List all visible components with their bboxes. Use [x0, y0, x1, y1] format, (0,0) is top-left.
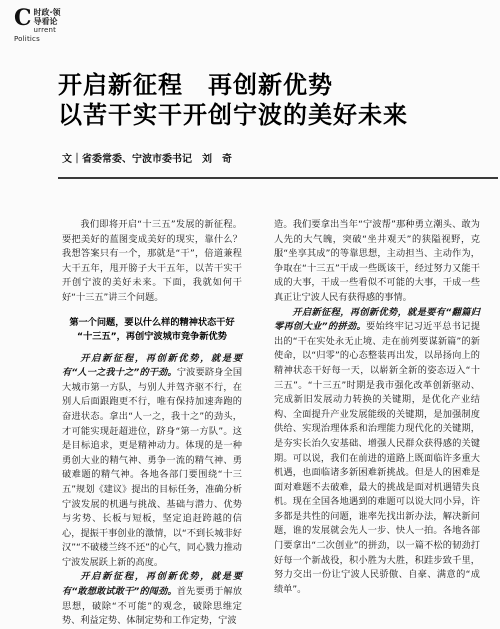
left-column: [62, 218, 242, 629]
section-name-en: urrent Politics: [14, 26, 57, 43]
section-name-cn: 时政·领导看论: [33, 8, 61, 26]
paragraph-lead: 开启新征程，再创新优势，就是要有“敢想敢试敢干”的闯劲。: [62, 571, 242, 598]
paragraph-body: 宁波要跻身全国大城市第一方队，与别人并驾齐驱不行，在别人后面跟跑更不行，唯有保持加速奔跑的奋进状态。拿出“人一之，我十之”的劲头，才可能实现赶超进位，跻身“第一方队”。这是目标追求，更是精神动力。体现的是一种勇创大业的精气神、勇争一流的精气神、勇破难题的精气神。各地各部门要围绕“十三五”规划《建议》提出的目标任务，准确分析宁波发展的机遇与挑战、基础与潜力、优势与劣势、长板与短板，坚定追赶跨越的信心，提振干事创业的激情，以“不到长城非好汉”“不破楼兰终不还”的心气，同心戮力推动宁波发展跃上新的高度。: [62, 367, 243, 568]
subhead-line-1: 第一个问题，要以什么样的精神状态干好: [69, 316, 235, 328]
paragraph-body: 要始终牢记习近平总书记提出的“干在实处永无止境、走在前列要谋新篇”的新使命，以“归零”的心态整装再出发，以昂扬向上的精神状态干好每一天，以崭新全新的姿态迈入“十三五”。“十三五”时期是我市强化改革创新驱动、完成新旧发展动力转换的关键期，是优化产业结构、全面提升产业发展能级的关键期，是加强制度供给、实现治理体系和治理能力现代化的关键期，是夯实长治久安基础、增强人民群众获得感的关键期。可以说，我们在前进的道路上既面临许多重大机遇，也面临诸多新困难新挑战。但是人的困难是面对难题不去破难，最大的挑战是面对机遇错失良机。现在全国各地遇到的难题可以说大同小异，许多都是共性的问题，谁率先找出新办法，解决新问题，谁的发展就会先人一步、快人一拍。各地各部门要拿出“二次创业”的拼劲，以一篇不松的韧劲打好每一个新战役，积小胜为大胜，积跬步致千里，努力交出一份让宁波人民骄傲、自豪、满意的“成绩单”。: [274, 321, 481, 595]
section-header: [14, 5, 65, 44]
paragraph-lead: 开启新征程，再创新优势，就是要有“人一之我十之”的干劲。: [62, 352, 242, 379]
title-line-1: 开启新征程 再创新优势: [58, 70, 333, 99]
section-subhead: [62, 316, 242, 344]
right-column: [274, 218, 480, 597]
body-paragraph: [274, 306, 480, 598]
body-paragraph: [62, 352, 242, 571]
section-logo-letter: C: [14, 5, 32, 31]
subhead-line-2: “十三五”，再创宁波城市竞争新优势: [77, 330, 227, 342]
article-title: [58, 70, 478, 130]
title-divider: [58, 177, 498, 179]
paragraph-body: 首先要勇于解放思想，破除“不可能”的观念，破除思维定势、利益定势、体制定势和工作定势，宁波: [62, 586, 243, 627]
title-line-2: 以苦干实干开创宁波的美好未来: [58, 100, 408, 129]
paragraph-lead: 开启新征程，再创新优势，就是要有“翻篇归零再创大业”的拼劲。: [274, 306, 480, 333]
author-byline: 文｜省委常委、宁波市委书记 刘 奇: [62, 154, 232, 165]
continued-paragraph: 造。我们要拿出当年“宁波帮”那种勇立潮头、敢为人先的大气魄，突破“坐井观天”的狭隘视野，克服“坐享其成”的等靠思想，主动担当、主动作为，争取在“十三五”干成一些既该干，经过努力又能干成的大事，干成一些看似不可能的大事，干成一些真正让宁波人民有获得感的事情。: [274, 219, 480, 303]
intro-paragraph: 我们即将开启“十三五”发展的新征程。要把美好的蓝图变成美好的现实，靠什么？我想答案只有一个，那就是“干”，倍道兼程大干五年，甩开膀子大干五年，以苦干实干开创宁波的美好未来。下面，我就如何干好“十三五”讲三个问题。: [62, 219, 242, 303]
body-paragraph: [62, 570, 242, 628]
